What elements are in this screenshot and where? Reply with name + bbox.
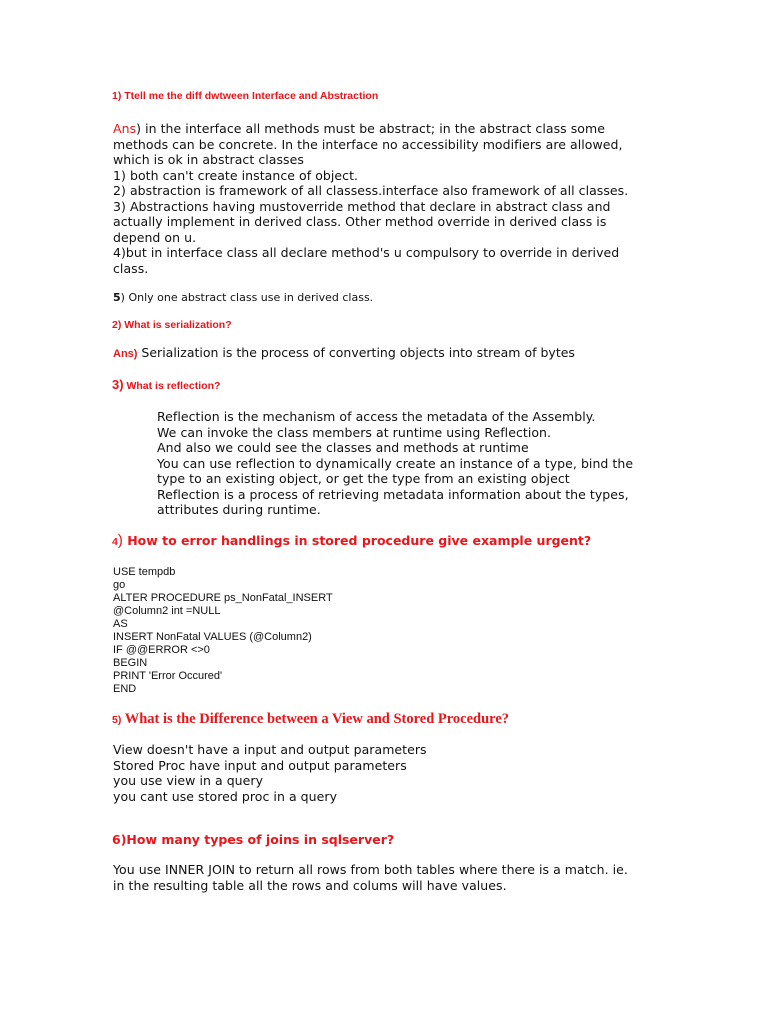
question-4-text: How to error handlings in stored procedure give example urgent? — [122, 533, 592, 548]
question-4-heading — [112, 532, 591, 550]
sql-code-block — [113, 566, 333, 696]
answer-3-line: Reflection is the mechanism of access the metadata of the Assembly. — [157, 409, 596, 424]
answer-1-line: depend on u. — [113, 229, 197, 245]
answer-1-line: 4)but in interface class all declare method's u compulsory to override in derived — [113, 245, 620, 260]
answer-1-line: 1) both can't create instance of object. — [113, 167, 359, 183]
question-5-text: What is the Difference between a View and Stored Procedure? — [121, 711, 510, 727]
answer-5-line: you use view in a query — [113, 773, 264, 788]
code-line: @Column2 int =NULL — [113, 605, 221, 617]
answer-1-first-line — [113, 121, 628, 137]
question-3-number: 3) — [112, 377, 124, 392]
answer-3-line: Reflection is a process of retrieving metadata information about the types, — [157, 486, 629, 502]
answer-1-line: methods can be concrete. In the interface no accessibility modifiers are allowed, — [113, 136, 623, 152]
answer-1-line: class. — [113, 260, 149, 276]
ans-label: Ans — [113, 121, 137, 136]
answer-5-block — [113, 742, 427, 804]
answer-1-point-5 — [113, 291, 373, 304]
code-line: PRINT 'Error Occured' — [113, 670, 223, 682]
code-line: USE tempdb — [113, 566, 176, 578]
answer-1-line: 2) abstraction is framework of all classess.interface also framework of all classes. — [113, 183, 629, 198]
code-line: IF @@ERROR <>0 — [113, 644, 210, 656]
code-line: ALTER PROCEDURE ps_NonFatal_INSERT — [113, 592, 333, 604]
answer-5-line: you cant use stored proc in a query — [113, 788, 338, 804]
question-1-heading: 1) Ttell me the diff dwtween Interface and Abstraction — [112, 90, 379, 102]
question-3-text: What is reflection? — [123, 380, 221, 392]
answer-1-line: 3) Abstractions having mustoverride method that declare in abstract class and — [113, 198, 611, 214]
answer-6-block — [113, 862, 628, 893]
answer-5-line: Stored Proc have input and output parameters — [113, 757, 407, 773]
code-line: go — [113, 579, 126, 591]
answer-5-line: View doesn't have a input and output parameters — [113, 742, 427, 757]
answer-1-line: ) in the interface all methods must be abstract; in the abstract class some — [136, 121, 605, 136]
code-line: INSERT NonFatal VALUES (@Column2) — [113, 631, 312, 643]
question-5-heading — [112, 710, 509, 728]
code-line: AS — [113, 618, 128, 630]
answer-3-block — [157, 409, 633, 518]
answer-3-line: And also we could see the classes and methods at runtime — [157, 440, 529, 455]
answer-1-line: actually implement in derived class. Other method override in derived class is — [113, 214, 607, 229]
code-line: END — [113, 683, 137, 695]
answer-6-line: You use INNER JOIN to return all rows from both tables where there is a match. ie. — [113, 862, 628, 877]
point-5-number: 5 — [113, 291, 121, 304]
answer-3-line: type to an existing object, or get the type from an existing object — [157, 471, 570, 486]
question-4-number: 4 — [112, 536, 118, 548]
answer-3-line: attributes during runtime. — [157, 502, 321, 517]
answer-1-block — [113, 121, 628, 276]
answer-2-text: Serialization is the process of converting objects into stream of bytes — [137, 345, 575, 360]
question-4-paren: ) — [117, 532, 123, 549]
question-3-heading — [112, 376, 220, 394]
answer-3-line: You can use reflection to dynamically create an instance of a type, bind the — [157, 455, 634, 471]
answer-6-line: in the resulting table all the rows and colums will have values. — [113, 877, 507, 893]
ans-label: Ans) — [113, 348, 138, 360]
code-line: BEGIN — [113, 657, 148, 669]
answer-3-line: We can invoke the class members at runtime using Reflection. — [157, 424, 552, 440]
question-5-number: 5) — [112, 714, 122, 726]
question-2-heading: 2) What is serialization? — [112, 319, 232, 331]
question-6-heading: 6)How many types of joins in sqlserver? — [112, 832, 395, 847]
point-5-text: ) Only one abstract class use in derived class. — [120, 291, 374, 304]
answer-1-line: which is ok in abstract classes — [113, 152, 304, 167]
answer-2 — [113, 345, 575, 360]
